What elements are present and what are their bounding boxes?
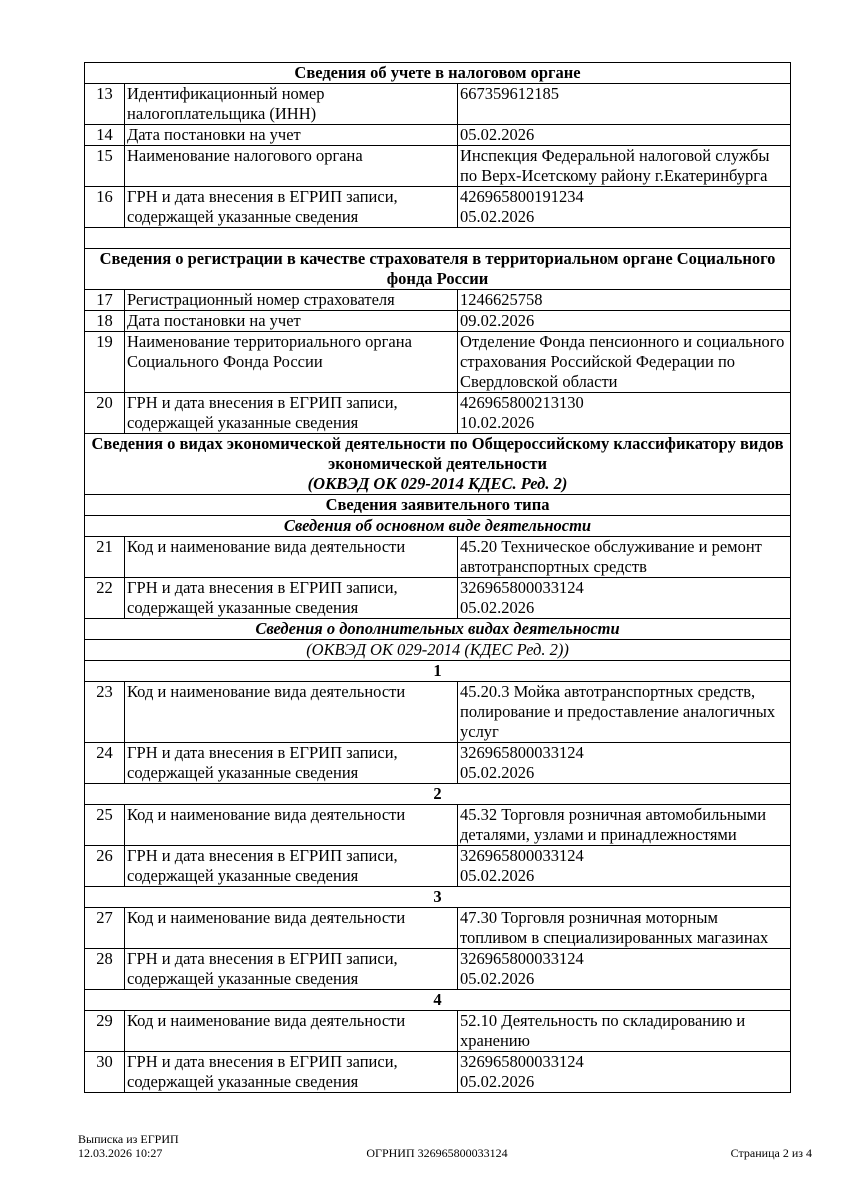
row-label: ГРН и дата внесения в ЕГРИП записи, содержащей указанные сведения — [125, 1052, 458, 1093]
row-value — [458, 125, 791, 146]
table-row-group — [85, 887, 791, 908]
row-value — [458, 805, 791, 846]
row-value-line: 09.02.2026 — [460, 311, 535, 330]
row-number: 24 — [85, 743, 125, 784]
row-value — [458, 949, 791, 990]
table-row-row — [85, 682, 791, 743]
row-label: Код и наименование вида деятельности — [125, 805, 458, 846]
row-value — [458, 1011, 791, 1052]
row-number: 16 — [85, 187, 125, 228]
row-label: Регистрационный номер страхователя — [125, 290, 458, 311]
row-value-line: 05.02.2026 — [460, 207, 535, 226]
row-label: ГРН и дата внесения в ЕГРИП записи, содержащей указанные сведения — [125, 187, 458, 228]
row-value-line: Инспекция Федеральной налоговой службы по Верх-Исетскому району г.Екатеринбурга — [460, 146, 770, 185]
row-label: ГРН и дата внесения в ЕГРИП записи, содержащей указанные сведения — [125, 743, 458, 784]
row-value-line: 05.02.2026 — [460, 763, 535, 782]
row-label: ГРН и дата внесения в ЕГРИП записи, содержащей указанные сведения — [125, 846, 458, 887]
row-number: 30 — [85, 1052, 125, 1093]
table-row-header — [85, 619, 791, 640]
table-row-row — [85, 311, 791, 332]
row-label: Код и наименование вида деятельности — [125, 682, 458, 743]
row-value — [458, 146, 791, 187]
table-row-row — [85, 1011, 791, 1052]
table-row-row — [85, 146, 791, 187]
row-number: 14 — [85, 125, 125, 146]
table-row-group — [85, 784, 791, 805]
table-row-header — [85, 434, 791, 495]
section-header-line: Сведения об основном виде деятельности — [283, 516, 592, 535]
table-row-row — [85, 187, 791, 228]
row-value-line: Отделение Фонда пенсионного и социального страхования Российской Федерации по Свердловской области — [460, 332, 785, 391]
row-number: 28 — [85, 949, 125, 990]
table-row-header — [85, 516, 791, 537]
section-header-cell — [85, 516, 791, 537]
row-value-line: 47.30 Торговля розничная моторным топливом в специализированных магазинах — [460, 908, 769, 947]
row-number: 22 — [85, 578, 125, 619]
row-value — [458, 1052, 791, 1093]
section-header-cell — [85, 495, 791, 516]
row-value — [458, 743, 791, 784]
table-row-row — [85, 537, 791, 578]
table-row-header — [85, 640, 791, 661]
activity-group-number: 3 — [85, 887, 791, 908]
section-header-line: Сведения о дополнительных видах деятельности — [255, 619, 620, 638]
row-value — [458, 332, 791, 393]
table-row-row — [85, 908, 791, 949]
activity-group-number: 4 — [85, 990, 791, 1011]
row-number: 21 — [85, 537, 125, 578]
section-header-line: (ОКВЭД ОК 029-2014 КДЕС. Ред. 2) — [307, 474, 568, 493]
row-value-line: 1246625758 — [460, 290, 543, 309]
table-row-header — [85, 495, 791, 516]
table-row-spacer — [85, 228, 791, 249]
row-number: 20 — [85, 393, 125, 434]
table-row-row — [85, 393, 791, 434]
row-number: 26 — [85, 846, 125, 887]
row-value-line: 05.02.2026 — [460, 125, 535, 144]
section-header-cell — [85, 434, 791, 495]
section-header-line: Сведения о регистрации в качестве страхователя в территориальном органе Социального фонда России — [99, 249, 776, 288]
row-value — [458, 187, 791, 228]
row-value-line: 45.32 Торговля розничная автомобильными деталями, узлами и принадлежностями — [460, 805, 767, 844]
row-label: Дата постановки на учет — [125, 311, 458, 332]
row-value — [458, 537, 791, 578]
row-value-line: 45.20.3 Мойка автотранспортных средств, полирование и предоставление аналогичных услуг — [460, 682, 776, 741]
table-row-row — [85, 805, 791, 846]
footer-doc-type: Выписка из ЕГРИП — [78, 1132, 179, 1146]
row-label: Код и наименование вида деятельности — [125, 908, 458, 949]
row-value-line: 326965800033124 — [460, 949, 584, 968]
row-number: 27 — [85, 908, 125, 949]
table-row-row — [85, 743, 791, 784]
row-number: 17 — [85, 290, 125, 311]
row-label: Наименование территориального органа Социального Фонда России — [125, 332, 458, 393]
section-header-cell — [85, 249, 791, 290]
row-value — [458, 311, 791, 332]
section-header-line: Сведения о видах экономической деятельности по Общероссийскому классификатору видов экономической деятельности — [91, 434, 784, 473]
table-row-row — [85, 290, 791, 311]
row-number: 25 — [85, 805, 125, 846]
row-label: ГРН и дата внесения в ЕГРИП записи, содержащей указанные сведения — [125, 949, 458, 990]
footer-generated-timestamp: 12.03.2026 10:27 — [78, 1146, 163, 1160]
row-number: 23 — [85, 682, 125, 743]
row-value-line: 05.02.2026 — [460, 598, 535, 617]
activity-group-number: 1 — [85, 661, 791, 682]
table-row-row — [85, 125, 791, 146]
row-value — [458, 290, 791, 311]
row-label: Наименование налогового органа — [125, 146, 458, 187]
spacer-row-cell — [85, 228, 791, 249]
row-value-line: 05.02.2026 — [460, 1072, 535, 1091]
row-value-line: 326965800033124 — [460, 743, 584, 762]
section-header-cell — [85, 619, 791, 640]
footer-page-indicator: Страница 2 из 4 — [730, 1146, 812, 1160]
row-value-line: 326965800033124 — [460, 578, 584, 597]
table-row-group — [85, 990, 791, 1011]
row-label: Код и наименование вида деятельности — [125, 537, 458, 578]
row-value — [458, 682, 791, 743]
row-value-line: 326965800033124 — [460, 846, 584, 865]
row-number: 19 — [85, 332, 125, 393]
section-header-cell — [85, 63, 791, 84]
section-header-line: Сведения заявительного типа — [325, 495, 550, 514]
egrip-table-body — [85, 63, 791, 1093]
table-row-row — [85, 1052, 791, 1093]
table-row-header — [85, 63, 791, 84]
section-header-cell — [85, 640, 791, 661]
row-number: 29 — [85, 1011, 125, 1052]
table-row-row — [85, 949, 791, 990]
section-header-line: (ОКВЭД ОК 029-2014 (КДЕС Ред. 2)) — [306, 640, 569, 659]
table-row-row — [85, 578, 791, 619]
row-value-line: 426965800213130 — [460, 393, 584, 412]
table-row-row — [85, 84, 791, 125]
table-row-header — [85, 249, 791, 290]
row-label: Код и наименование вида деятельности — [125, 1011, 458, 1052]
row-value — [458, 908, 791, 949]
row-label: ГРН и дата внесения в ЕГРИП записи, содержащей указанные сведения — [125, 578, 458, 619]
row-value-line: 05.02.2026 — [460, 866, 535, 885]
row-value-line: 667359612185 — [460, 84, 559, 103]
row-value — [458, 846, 791, 887]
row-label: ГРН и дата внесения в ЕГРИП записи, содержащей указанные сведения — [125, 393, 458, 434]
row-number: 18 — [85, 311, 125, 332]
table-row-group — [85, 661, 791, 682]
row-value-line: 326965800033124 — [460, 1052, 584, 1071]
row-value-line: 10.02.2026 — [460, 413, 535, 432]
table-row-row — [85, 846, 791, 887]
row-value-line: 426965800191234 — [460, 187, 584, 206]
footer-ogrnip: ОГРНИП 326965800033124 — [366, 1146, 508, 1160]
section-header-line: Сведения об учете в налоговом органе — [294, 63, 581, 82]
row-label: Дата постановки на учет — [125, 125, 458, 146]
table-row-row — [85, 332, 791, 393]
row-value — [458, 578, 791, 619]
row-value-line: 52.10 Деятельность по складированию и хранению — [460, 1011, 746, 1050]
row-value-line: 05.02.2026 — [460, 969, 535, 988]
row-number: 15 — [85, 146, 125, 187]
row-label: Идентификационный номер налогоплательщика (ИНН) — [125, 84, 458, 125]
row-value — [458, 393, 791, 434]
activity-group-number: 2 — [85, 784, 791, 805]
row-value-line: 45.20 Техническое обслуживание и ремонт автотранспортных средств — [460, 537, 762, 576]
egrip-table — [84, 62, 791, 1093]
row-value — [458, 84, 791, 125]
row-number: 13 — [85, 84, 125, 125]
